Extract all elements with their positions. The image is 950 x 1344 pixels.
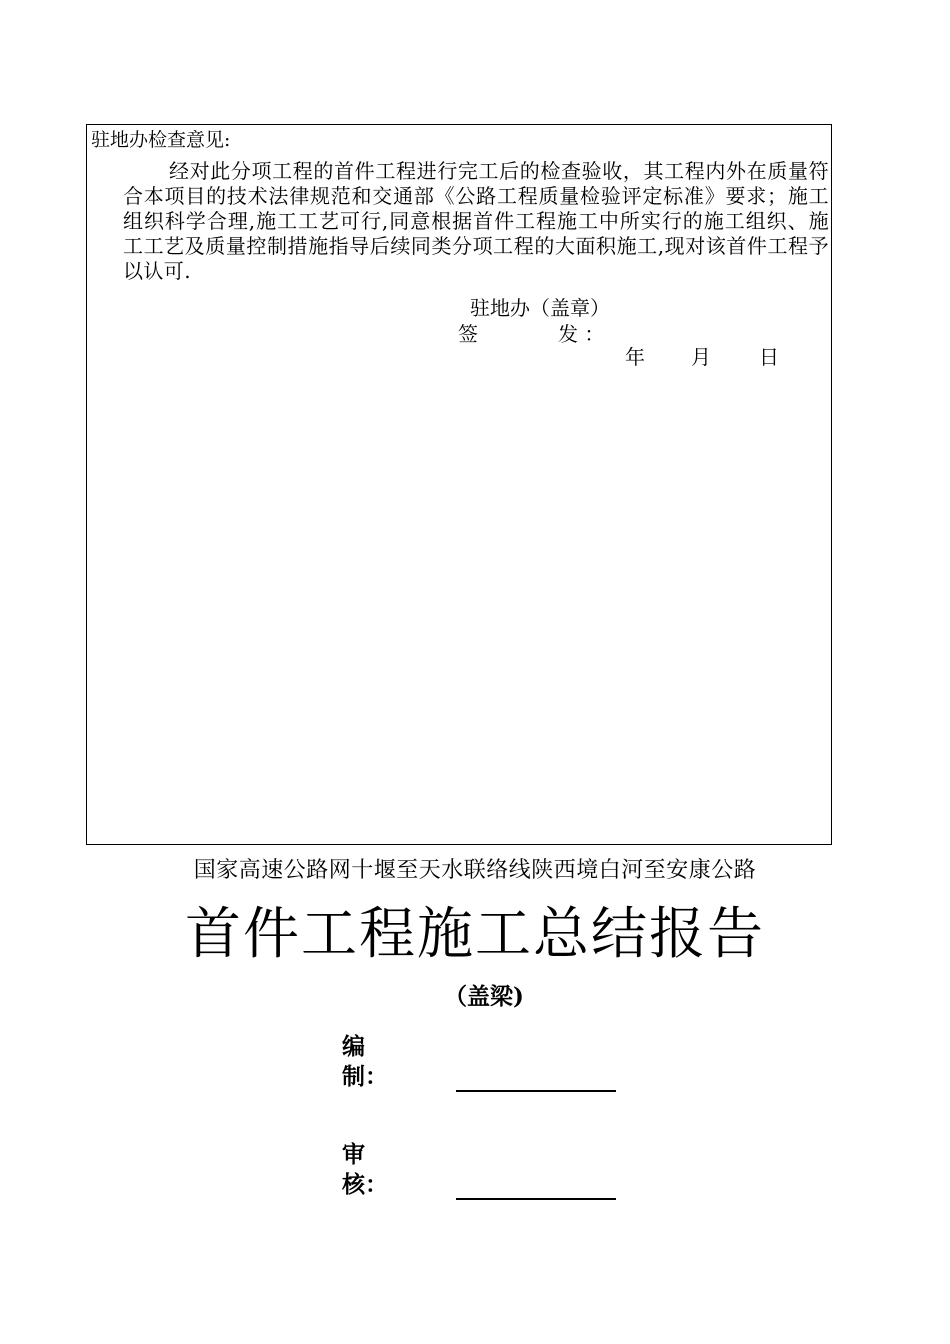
compile-label: 编 制： <box>342 1033 411 1090</box>
report-subtitle: （盖梁) <box>444 983 524 1010</box>
project-name: 国家高速公路网十堰至天水联络线陕西境白河至安康公路 <box>193 858 757 883</box>
review-label: 审 核： <box>342 1141 411 1198</box>
report-title: 首件工程施工总结报告 <box>185 902 765 967</box>
compile-blank-line <box>456 1066 616 1092</box>
sign-off-line <box>458 322 604 346</box>
date-month-label: 月 <box>691 345 711 369</box>
review-field <box>342 1140 616 1200</box>
opinion-body-text: 经对此分项工程的首件工程进行完工后的检查验收，其工程内外在质量符合本项目的技术法律规范和交通部《公路工程质量检验评定标准》要求；施工组织科学合理,施工工艺可行,同意根据首件工程施工中所实行的施工组织、施工工艺及质量控制措施指导后续同类分项工程的大面积施工,现对该首件工程予以认可. <box>123 159 829 283</box>
inspection-opinion-box <box>86 124 832 845</box>
date-day-label: 日 <box>759 345 779 369</box>
sign-label: 签 <box>458 322 478 346</box>
review-blank-line <box>456 1174 616 1200</box>
compile-field <box>342 1032 616 1092</box>
date-line <box>625 345 779 369</box>
issue-label: 发 ： <box>558 322 605 346</box>
date-year-label: 年 <box>625 345 645 369</box>
opinion-heading: 驻地办检查意见: <box>91 129 231 151</box>
office-stamp-label: 驻地办（盖章） <box>470 296 610 320</box>
